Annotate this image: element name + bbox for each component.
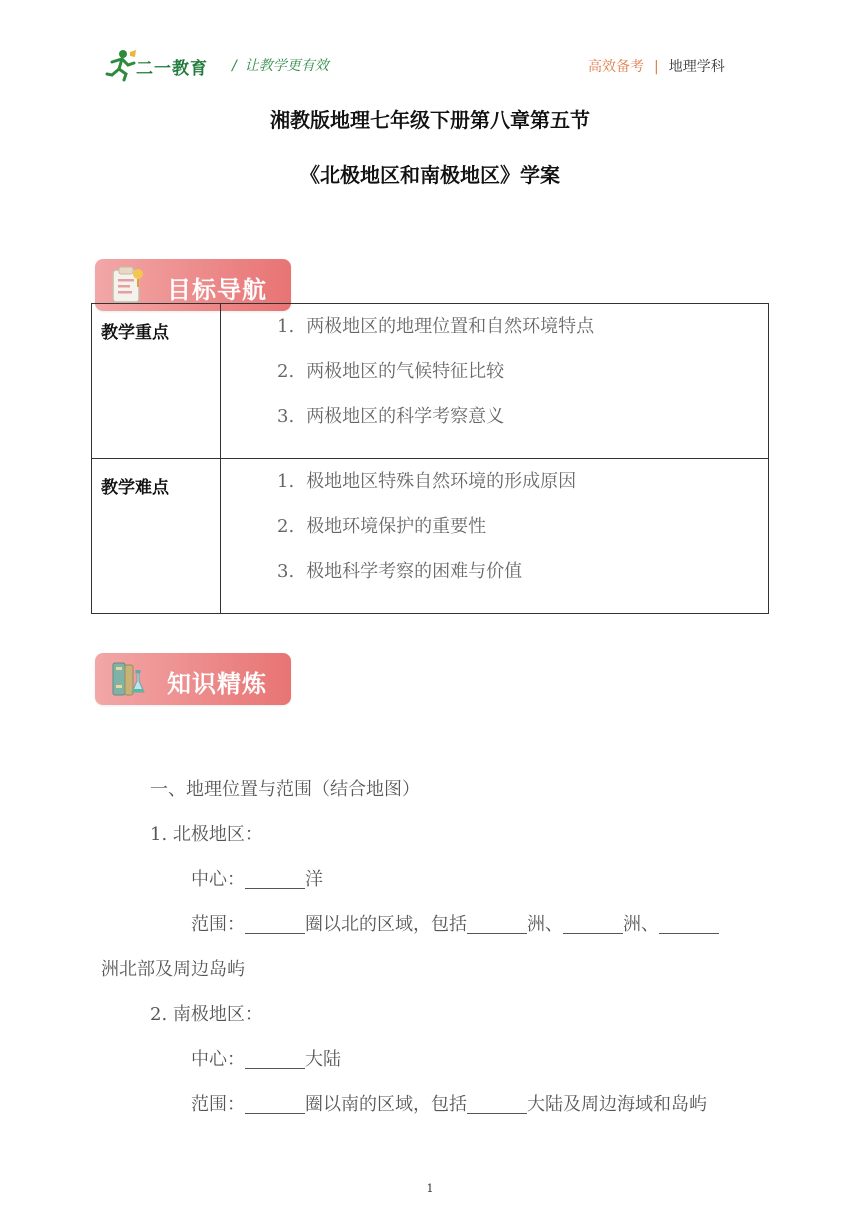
books-flask-icon [107, 659, 149, 699]
south-center-line: 中心： 大陆 [191, 1049, 341, 1070]
section-banner-knowledge-label: 知识精炼 [167, 670, 267, 698]
slogan [232, 55, 329, 75]
header-tag-label: 高效备考 [588, 59, 644, 75]
page-number: 1 [426, 1182, 434, 1195]
table-row [92, 459, 769, 614]
fill-blank[interactable] [245, 1095, 305, 1114]
fill-blank[interactable] [659, 915, 719, 934]
difficulties-list [221, 459, 769, 614]
north-title: 1. 北极地区： [150, 824, 263, 845]
list-item: 1. 两极地区的地理位置和自然环境特点 [277, 316, 595, 337]
key-points-list [221, 304, 769, 459]
knowledge-heading: 一、地理位置与范围（结合地图） [150, 779, 420, 800]
row-label-difficulties: 教学难点 [92, 459, 221, 614]
slogan-divider: / [232, 58, 237, 74]
slogan-text: 让教学更有效 [244, 58, 329, 74]
fill-blank[interactable] [467, 915, 527, 934]
section-banner-knowledge [95, 653, 291, 705]
list-item: 3. 两极地区的科学考察意义 [277, 406, 505, 427]
list-item: 2. 极地环境保护的重要性 [277, 516, 487, 537]
fill-blank[interactable] [563, 915, 623, 934]
header-tag [588, 56, 725, 76]
runner-logo-icon [104, 48, 138, 82]
north-range-line: 范围： 圈以北的区域，包括 洲、 洲、 [191, 910, 719, 936]
list-item: 3. 极地科学考察的困难与价值 [277, 561, 523, 582]
fill-blank[interactable] [245, 1050, 305, 1069]
fill-blank[interactable] [467, 1095, 527, 1114]
south-title: 2. 南极地区： [150, 1004, 263, 1025]
list-item: 1. 极地地区特殊自然环境的形成原因 [277, 471, 577, 492]
section-banner-goals-label: 目标导航 [167, 276, 267, 304]
header-divider: | [654, 59, 659, 75]
north-center-line: 中心： 洋 [191, 869, 323, 890]
logo-text: 二一教育 [136, 59, 208, 79]
row-label-key-points: 教学重点 [92, 304, 221, 459]
brand-logo [104, 48, 216, 82]
document-title: 湘教版地理七年级下册第八章第五节 [270, 108, 590, 132]
header-subject: 地理学科 [668, 59, 725, 75]
north-range-continued: 洲北部及周边岛屿 [101, 959, 245, 980]
fill-blank[interactable] [245, 870, 305, 889]
fill-blank[interactable] [245, 915, 305, 934]
clipboard-icon [107, 265, 149, 305]
south-range-line: 范围： 圈以南的区域，包括 大陆及周边海域和岛屿 [191, 1094, 707, 1115]
goals-table [91, 303, 769, 614]
document-subtitle: 《北极地区和南极地区》学案 [300, 163, 560, 187]
table-row [92, 304, 769, 459]
list-item: 2. 两极地区的气候特征比较 [277, 361, 505, 382]
